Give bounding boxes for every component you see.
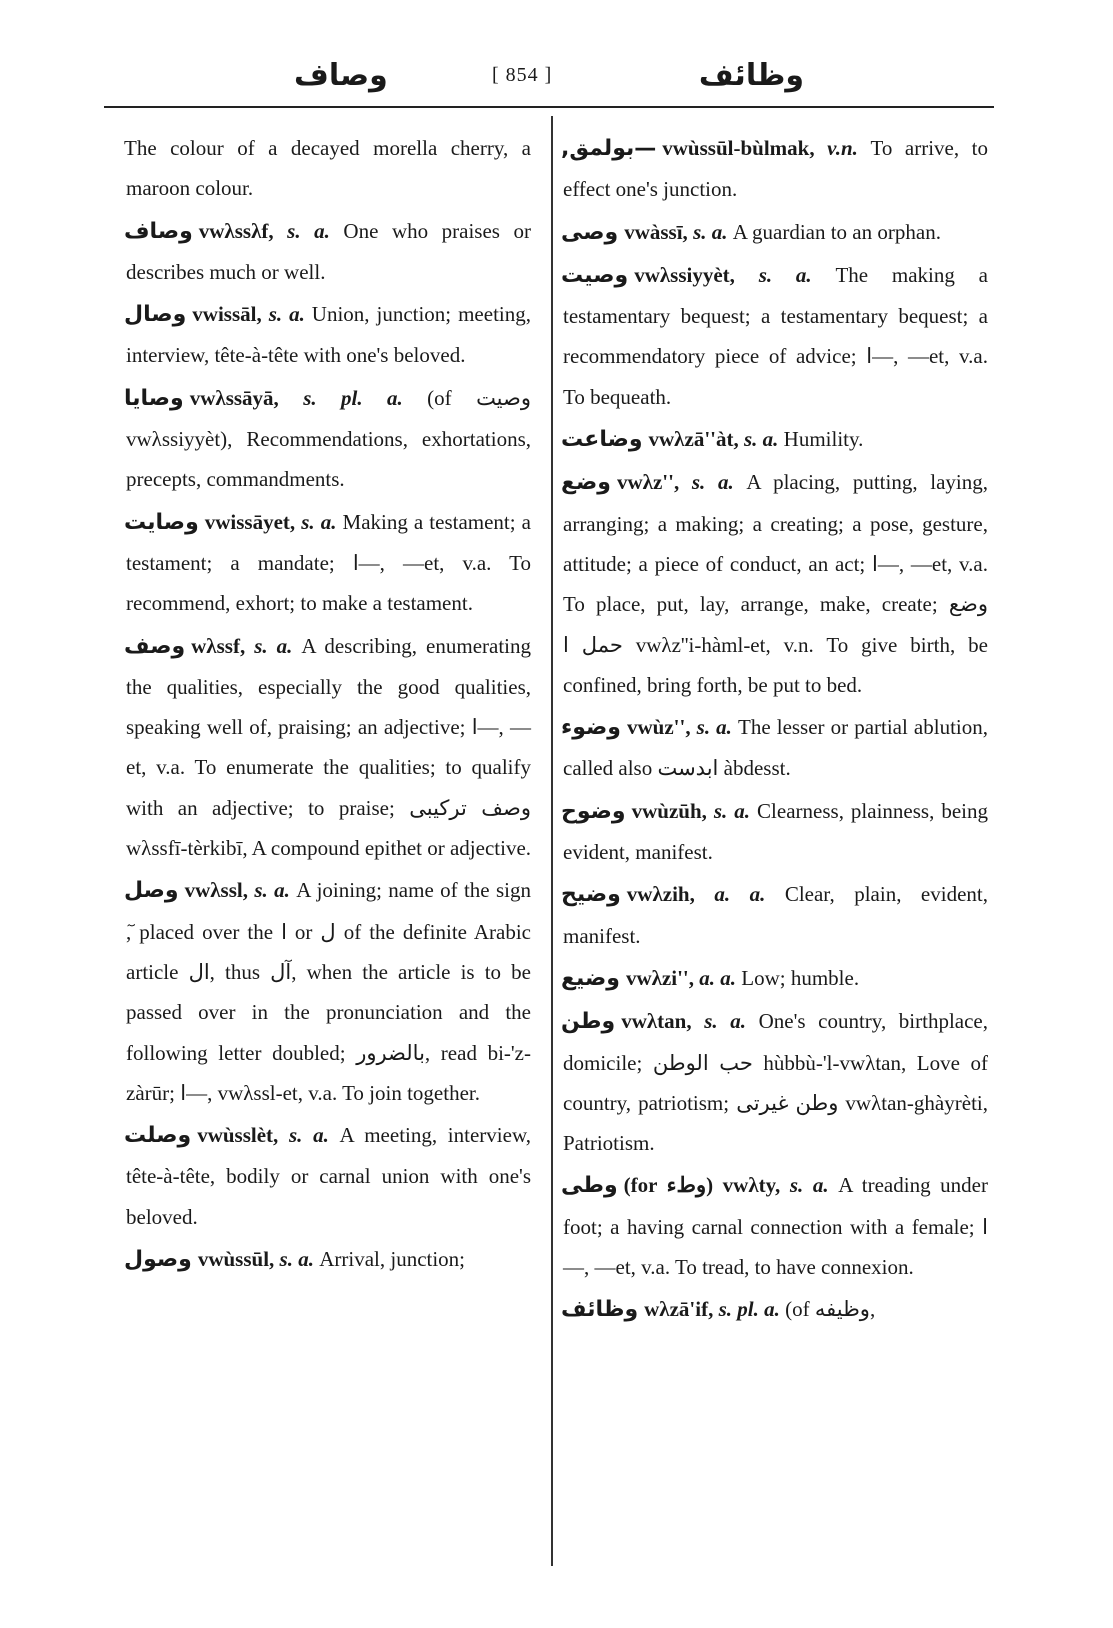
entry-headword: vwissāyet, (204, 509, 302, 534)
page-header (104, 58, 994, 104)
entry-definition: A placing, putting, laying, arranging; a making; a creating; a pose, gesture, attitude; a piece of conduct, an act; ا—, —et, v.a. To place, put, lay, arrange, make, create; وضع حمل ا vwλz''i-hàml-et, v.n. To give birth, be confined, bring forth, be put to bed. (563, 470, 988, 697)
entry-definition: Clear, plain, evident, manifest. (563, 882, 988, 948)
entry-definition: Making a testament; a testament; a mandate; ا—, —et, v.a. To recommend, exhort; to make a testament. (126, 509, 531, 616)
entry-grammar: s. a. (254, 878, 297, 903)
entry-definition: Humility. (783, 427, 864, 452)
entry-definition: The lesser or partial ablution, called also ابدست àbdesst. (563, 715, 988, 781)
entry-grammar: s. a. (713, 798, 758, 823)
entry-arabic: —بولمق, (561, 136, 657, 161)
entry-definition: Union, junction; meeting, interview, tête-à-tête with one's beloved. (126, 302, 531, 368)
entry-headword: vwλzi'', (625, 965, 700, 990)
entry-definition: One who praises or describes much or well. (126, 218, 531, 284)
dictionary-entry (563, 419, 988, 460)
dictionary-entry (563, 707, 988, 789)
entry-definition: Clearness, plainness, being evident, manifest. (563, 798, 988, 865)
entry-definition: (of وصيت vwλssiyyèt), Recommendations, exhortations, precepts, commandments. (126, 385, 531, 492)
entry-headword: vwλssāyā, (189, 385, 304, 410)
entry-arabic: وصايت (124, 509, 199, 535)
entry-arabic: وضوح (561, 798, 626, 824)
entry-definition: Arrival, junction; (319, 1247, 466, 1272)
entry-headword: vwùssūl-bùlmak, (662, 136, 828, 160)
entry-definition: A describing, enumerating the qualities, especially the good qualities, speaking well of, praising; an adjective; ا—, —et, v.a. To enumerate the qualities; to qualify with an adjective; to praise; وصف تركيبى wλssfī-tèrkibī, A compound epithet or adjective. (126, 633, 532, 861)
entry-definition: Low; humble. (741, 965, 860, 990)
entry-headword: vwλssλf, (198, 218, 288, 243)
header-left-arabic: وصاف (294, 58, 388, 93)
entry-arabic: وصايا (124, 385, 184, 411)
dictionary-entry (126, 378, 531, 500)
entry-definition: A meeting, interview, tête-à-tête, bodily or carnal union with one's beloved. (126, 1123, 531, 1229)
entry-grammar: s. a. (758, 262, 836, 287)
dictionary-entry (126, 128, 531, 209)
dictionary-entry (563, 1001, 988, 1163)
left-column (126, 128, 531, 1282)
dictionary-entry (563, 128, 988, 210)
entry-headword: (for وطء) vwλty, (623, 1173, 790, 1198)
dictionary-entry (563, 791, 988, 873)
entry-arabic: وضيع (561, 965, 620, 991)
entry-headword: vwλssiyyèt, (634, 262, 759, 287)
dictionary-entry (563, 958, 988, 999)
dictionary-entry (126, 502, 531, 624)
entry-headword: vwùz'', (626, 715, 697, 740)
dictionary-entry (563, 212, 988, 253)
entry-definition: The making a testamentary bequest; a testamentary bequest; a recommendatory piece of advice; ا—, —et, v.a. To bequeath. (563, 262, 988, 409)
header-rule (104, 106, 994, 108)
entry-arabic: وضاعت (561, 427, 643, 453)
dictionary-entry (563, 255, 988, 417)
entry-definition: The colour of a decayed morella cherry, a maroon colour. (124, 136, 531, 201)
entry-headword: vwλtan, (621, 1009, 705, 1034)
entry-arabic: وظائف (561, 1297, 639, 1323)
entry-arabic: وصيت (561, 262, 629, 288)
entry-grammar: v.n. (827, 136, 871, 160)
entry-arabic: وصى (561, 219, 619, 245)
entry-definition: To arrive, to effect one's junction. (563, 136, 988, 202)
entry-headword: vwùsslèt, (197, 1123, 289, 1148)
dictionary-entry (563, 1289, 988, 1330)
entry-grammar: a. a. (714, 882, 785, 907)
page-number: [ 854 ] (492, 64, 553, 86)
entry-definition: A joining; name of the sign ٓ, placed over the ا or ل of the definite Arabic article ال, thus آل, when the article is to be passed over in the pronunciation and the following letter doubled; بالضرور, read bi-'z-zàrūr; ا—, vwλssl-et, v.a. To join together. (126, 878, 531, 1105)
entry-grammar: s. a. (789, 1173, 839, 1198)
entry-arabic: وضوء (561, 715, 621, 741)
entry-grammar: s. a. (268, 302, 312, 327)
entry-arabic: وصاف (124, 218, 193, 244)
entry-grammar: s. pl. a. (303, 385, 428, 410)
entry-arabic: وطى (561, 1173, 618, 1199)
entry-definition: One's country, birthplace, domicile; حب الوطن hùbbù-'l-vwλtan, Love of country, patriotism; وطن غيرتى vwλtan-ghàyrèti, Patriotism. (563, 1009, 989, 1156)
entry-grammar: s. a. (288, 1123, 340, 1148)
entry-grammar: a. a. (699, 965, 742, 990)
entry-arabic: وضيح (561, 882, 621, 908)
entry-headword: wλssf, (191, 633, 255, 658)
dictionary-entry (126, 294, 531, 376)
entry-arabic: وصل (124, 878, 179, 904)
entry-arabic: وصال (124, 302, 187, 328)
entry-arabic: وصلت (124, 1123, 192, 1149)
entry-headword: vwùssūl, (197, 1247, 280, 1272)
entry-definition: A treading under foot; a having carnal connection with a female; ا—, —et, v.a. To tread, to have connexion. (563, 1173, 988, 1280)
entry-grammar: s. a. (254, 633, 302, 658)
entry-definition: A guardian to an orphan. (732, 219, 941, 244)
entry-grammar: s. a. (693, 219, 733, 244)
entry-grammar: s. a. (743, 427, 784, 452)
entry-grammar: s. a. (704, 1009, 759, 1034)
entry-grammar: s. a. (287, 218, 344, 243)
entry-arabic: وصول (124, 1247, 192, 1273)
entry-headword: vwλz'', (616, 470, 692, 495)
entry-grammar: s. a. (696, 715, 738, 740)
entry-headword: vwùzūh, (631, 798, 714, 823)
dictionary-entry (126, 1115, 531, 1237)
entry-headword: vwλzih, (626, 882, 715, 907)
dictionary-entry (563, 1165, 988, 1287)
entry-grammar: s. a. (301, 509, 343, 534)
entry-headword: vwλssl, (184, 878, 255, 903)
entry-arabic: وضع (561, 470, 611, 496)
entry-headword: vwλzā''àt, (648, 427, 744, 452)
entry-arabic: وصف (124, 633, 186, 659)
entry-headword: vwissāl, (192, 302, 269, 327)
entry-headword: wλzā'if, (644, 1297, 719, 1322)
dictionary-entry (563, 462, 988, 705)
entry-headword: vwàssī, (624, 219, 694, 244)
header-right-arabic: وظائف (698, 58, 804, 93)
dictionary-entry (126, 211, 531, 293)
dictionary-entry (563, 874, 988, 956)
entry-grammar: s. pl. a. (718, 1297, 786, 1322)
column-divider (551, 116, 553, 1566)
entry-grammar: s. a. (279, 1247, 320, 1272)
entry-arabic: وطن (561, 1009, 616, 1035)
entry-grammar: s. a. (691, 470, 747, 495)
right-column (563, 128, 988, 1333)
entry-definition: (of وظيفه, (785, 1297, 876, 1322)
dictionary-entry (126, 626, 531, 869)
dictionary-entry (126, 1239, 531, 1280)
dictionary-entry (126, 870, 531, 1113)
